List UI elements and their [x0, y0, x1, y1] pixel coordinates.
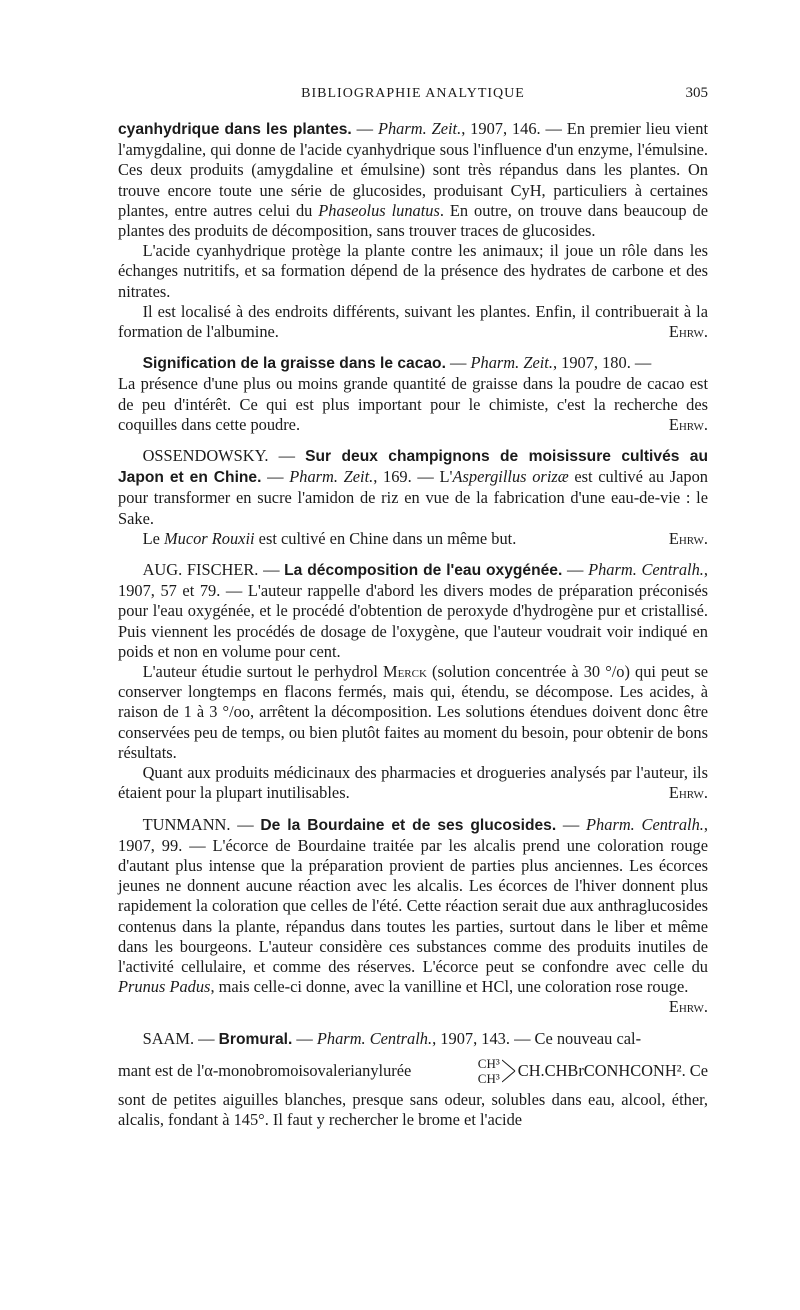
formula-methyl-top: CH³ — [477, 1055, 500, 1071]
entry-bourdaine-para-1: TUNMANN. — De la Bourdaine et de ses glucosides. — Pharm. Centralh., 1907, 99. — L'écorce de Bourdaine traitée par les alcalis prend une coloration rouge d'autant plus intense que la préparation provient de parties plus anciennes. Les écorces jeunes ne donnent aucune réaction avec les alcalis. Les écorces de l'hiver donnent plus rapidement la coloration que celles de l'été. Cette réaction serait due aux anthraglucosides contenus dans la plante, répandus dans toutes les parties, surtout dans le liber et même dans les bourgeons. L'auteur considère ces substances comme des produits inutiles de l'activité cellulaire, et comme des réserves. L'écorce peut se confondre avec celle du Prunus Padus, mais celle-ci donne, avec la vanilline et HCl, une coloration rose rouge. Ehrw. — [118, 814, 708, 1017]
entry-title: Bromural. — [218, 1030, 293, 1048]
author-signature: Ehrw. — [668, 997, 708, 1017]
entry-title: cyanhydrique dans les plantes. — [118, 121, 352, 138]
entry-title: De la Bourdaine et de ses glucosides. — [260, 816, 557, 834]
entry-bromural-body: sont de petites aiguilles blanches, presque sans odeur, solubles dans eau, alcool, éther, alcalis, fondant à 145°. Il faut y rechercher le brome et l'acide — [118, 1089, 708, 1129]
formula-tail: CH.CHBrCONHCONH². Ce — [517, 1060, 708, 1080]
page-body — [118, 119, 708, 1130]
entry-bourdaine — [118, 815, 708, 1018]
entry-bromural-heading: SAAM. — Bromural. — Pharm. Centralh., 1907, 143. — Ce nouveau cal- — [142, 1028, 642, 1048]
species-name: Aspergillus orizæ — [452, 467, 569, 487]
species-name: Mucor Rouxii — [163, 528, 255, 548]
entry-cyanhydrique-para-3: Il est localisé à des endroits différents, suivant les plantes. Enfin, il contribuerait à la formation de l'albumine. Ehrw. — [118, 301, 708, 342]
entry-eau-oxygenee-para-1: AUG. FISCHER. — La décomposition de l'eau oxygénée. — Pharm. Centralh., 1907, 57 et 79. — L'auteur rappelle d'abord les divers modes de préparation préconisés pour l'eau oxygénée, et le procédé d'obtention de peroxyde d'hydrogène pur et cristallisé. Puis viennent les procédés de dosage de l'oxygène, que l'auteur voudrait voir indiqué en poids et non en volume pour cent. — [118, 560, 708, 661]
entry-eau-oxygenee-para-2: L'auteur étudie surtout le perhydrol Merck (solution concentrée à 30 °/o) qui peut se conserver longtemps en flacons fermés, mais qui, étendu, se décompose. Les acides, à raison de 1 à 3 °/oo, arrêtent la décomposition. Les solutions étendues doivent donc être conservées peu de temps, ou bien plutôt faites au moment du besoin, pour obtenir de bons résultats. — [118, 662, 708, 762]
entry-champignons-para-2: Le Mucor Rouxii est cultivé en Chine dans un même but. Ehrw. — [142, 528, 708, 548]
entry-champignons — [118, 446, 708, 549]
formula-methyl-bottom: CH³ — [477, 1070, 500, 1086]
entry-author: AUG. FISCHER. — [142, 560, 259, 580]
journal-name: Pharm. Centralh. — [316, 1028, 433, 1048]
entry-cyanhydrique — [118, 119, 708, 342]
entry-title: Signification de la graisse dans le cacao. — [142, 355, 446, 373]
formula-bond-lines — [502, 1054, 516, 1088]
species-name: Prunus Padus — [118, 977, 211, 997]
running-header — [118, 82, 708, 106]
entry-title: Sur deux champignons de moisissure cultivés au Japon et en Chine. — [118, 448, 708, 487]
entry-author: TUNMANN. — [142, 814, 231, 834]
journal-name: Pharm. Centralh. — [586, 814, 704, 834]
entry-cyanhydrique-para-2: L'acide cyanhydrique protège la plante contre les animaux; il joue un rôle dans les échanges nutritifs, et sa formation dépend de la présence des hydrates de carbone et des nitrates. — [118, 241, 708, 301]
formula-methyl-groups — [478, 1056, 500, 1086]
running-title: BIBLIOGRAPHIE ANALYTIQUE — [301, 86, 525, 101]
page-number: 305 — [685, 85, 708, 101]
author-signature: Ehrw. — [668, 783, 708, 803]
entry-cyanhydrique-para-1: cyanhydrique dans les plantes. — Pharm. Zeit., 1907, 146. — En premier lieu vient l'amygdaline, qui donne de l'acide cyanhydrique sous l'influence d'un enzyme, l'émulsine. Ces deux produits (amygdaline et émulsine) sont très répandus dans les plantes. On trouve encore toute une série de glucosides, produisant CyH, particuliers à certaines plantes, entre autres celui du Phaseolus lunatus. En outre, on trouve dans beaucoup de plantes des produits de décomposition, sans trouver traces de glucosides. — [118, 119, 709, 241]
journal-name: Pharm. Zeit. — [377, 119, 462, 138]
species-name: Phaseolus lunatus — [318, 200, 440, 220]
author-signature: Ehrw. — [668, 322, 708, 342]
entry-eau-oxygenee-para-3: Quant aux produits médicinaux des pharmacies et drogueries analysés par l'auteur, ils étaient pour la plupart inutilisables. Ehrw. — [118, 763, 708, 803]
entry-champignons-para-1: OSSENDOWSKY. — Sur deux champignons de moisissure cultivés au Japon et en Chine. — Pharm. Zeit., 169. — L'Aspergillus orizæ est cultivé au Japon pour transformer en sucre l'amidon de riz en vue de la fabrication d'une eau-de-vie : le Sake. — [118, 446, 708, 528]
entry-graisse-cacao-heading: Signification de la graisse dans le cacao. — Pharm. Zeit., 1907, 180. — — [142, 353, 652, 373]
author-signature: Ehrw. — [668, 414, 708, 434]
entry-author: OSSENDOWSKY. — [142, 446, 269, 466]
merck-name: Merck — [383, 662, 427, 682]
entry-eau-oxygenee — [118, 560, 708, 803]
entry-bromural — [118, 1029, 708, 1131]
journal-name: Pharm. Centralh. — [588, 560, 704, 580]
chemical-formula — [118, 1054, 708, 1088]
entry-graisse-cacao-body: La présence d'une plus ou moins grande quantité de graisse dans la poudre de cacao est de peu d'intérêt. Ce qui est plus important pour le chimiste, c'est la recherche des coquilles dans cette poudre. Ehrw. — [118, 374, 708, 434]
journal-name: Pharm. Zeit. — [470, 353, 553, 373]
journal-name: Pharm. Zeit. — [289, 467, 374, 487]
entry-title: La décomposition de l'eau oxygénée. — [284, 562, 563, 580]
formula-lead: mant est de l'α-monobromoisovalerianylurée — [118, 1060, 412, 1080]
author-signature: Ehrw. — [668, 528, 708, 548]
entry-graisse-cacao — [118, 353, 708, 435]
entry-author: SAAM. — [142, 1028, 195, 1048]
